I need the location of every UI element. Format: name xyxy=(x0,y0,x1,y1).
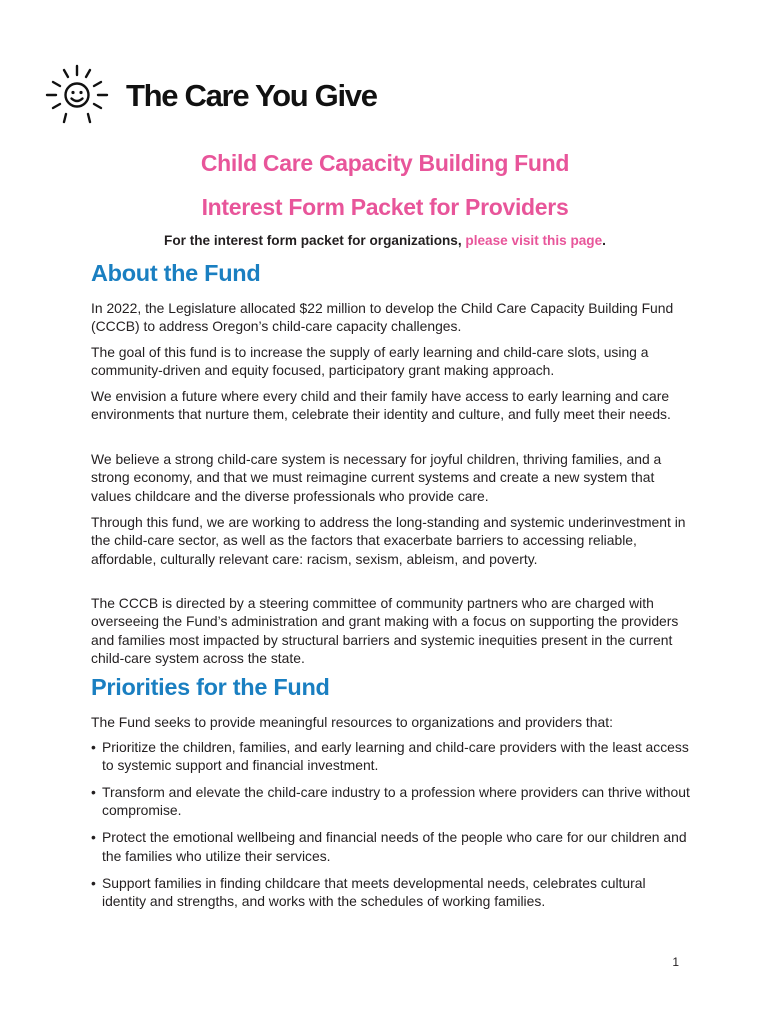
priorities-heading: Priorities for the Fund xyxy=(91,674,330,700)
about-paragraph: We believe a strong child-care system is necessary for joyful children, thriving families, and a strong economy, and that we must reimagine current systems and create a new system that values childcare and the diverse professionals who provide care. xyxy=(91,451,662,504)
list-item xyxy=(91,828,691,865)
about-paragraph: The CCCB is directed by a steering committee of community partners who are charged with overseeing the Fund’s administration and grant making with a focus on supporting the providers and families most impacted by structural barriers and systemic inequities present in the current child-care system across the state. xyxy=(91,595,679,666)
list-item xyxy=(91,783,691,820)
list-item-text: Transform and elevate the child-care industry to a profession where providers can thrive without compromise. xyxy=(102,784,690,819)
organizations-note-period: . xyxy=(602,233,606,248)
list-item-text: Prioritize the children, families, and early learning and child-care providers with the least access to systemic support and financial investment. xyxy=(102,739,689,774)
document-subtitle: Interest Form Packet for Providers xyxy=(201,194,569,220)
page-number: 1 xyxy=(672,955,679,969)
brand-name: The Care You Give xyxy=(126,77,377,113)
organizations-packet-link[interactable]: please visit this page xyxy=(465,233,603,248)
list-item xyxy=(91,874,691,911)
priorities-intro: The Fund seeks to provide meaningful resources to organizations and providers that: xyxy=(91,714,613,730)
organizations-note-text: For the interest form packet for organizations, xyxy=(164,233,466,248)
sun-face-icon xyxy=(42,62,112,128)
bullet-icon: • xyxy=(91,784,96,801)
bullet-icon: • xyxy=(91,739,96,755)
list-item-text: Support families in finding childcare that meets developmental needs, celebrates cultural identity and strengths, and works with the schedules of working families. xyxy=(102,874,646,909)
about-paragraph: Through this fund, we are working to address the long-standing and systemic underinvestment in the child-care sector, as well as the factors that exacerbate barriers to accessing reliable, affordable, culturally relevant care: racism, sexism, ableism, and poverty. xyxy=(91,514,686,567)
organizations-note xyxy=(0,233,770,248)
brand-logo xyxy=(42,62,377,128)
list-item-text: Protect the emotional wellbeing and financial needs of the people who care for our children and the families who utilize their services. xyxy=(102,829,687,864)
about-paragraph: We envision a future where every child and their family have access to early learning and care environments that nurture them, celebrate their identity and culture, and fully meet their needs. xyxy=(91,388,671,423)
bullet-icon: • xyxy=(91,829,96,846)
list-item xyxy=(91,738,691,775)
document-title: Child Care Capacity Building Fund xyxy=(200,150,570,176)
priorities-list xyxy=(91,738,691,919)
about-heading: About the Fund xyxy=(91,260,261,286)
bullet-icon: • xyxy=(91,874,96,891)
about-paragraph: In 2022, the Legislature allocated $22 million to develop the Child Care Capacity Building Fund (CCCB) to address Oregon’s child-care capacity challenges. xyxy=(91,300,674,335)
about-paragraph: The goal of this fund is to increase the supply of early learning and child-care slots, using a community-driven and equity focused, participatory grant making approach. xyxy=(91,344,649,379)
